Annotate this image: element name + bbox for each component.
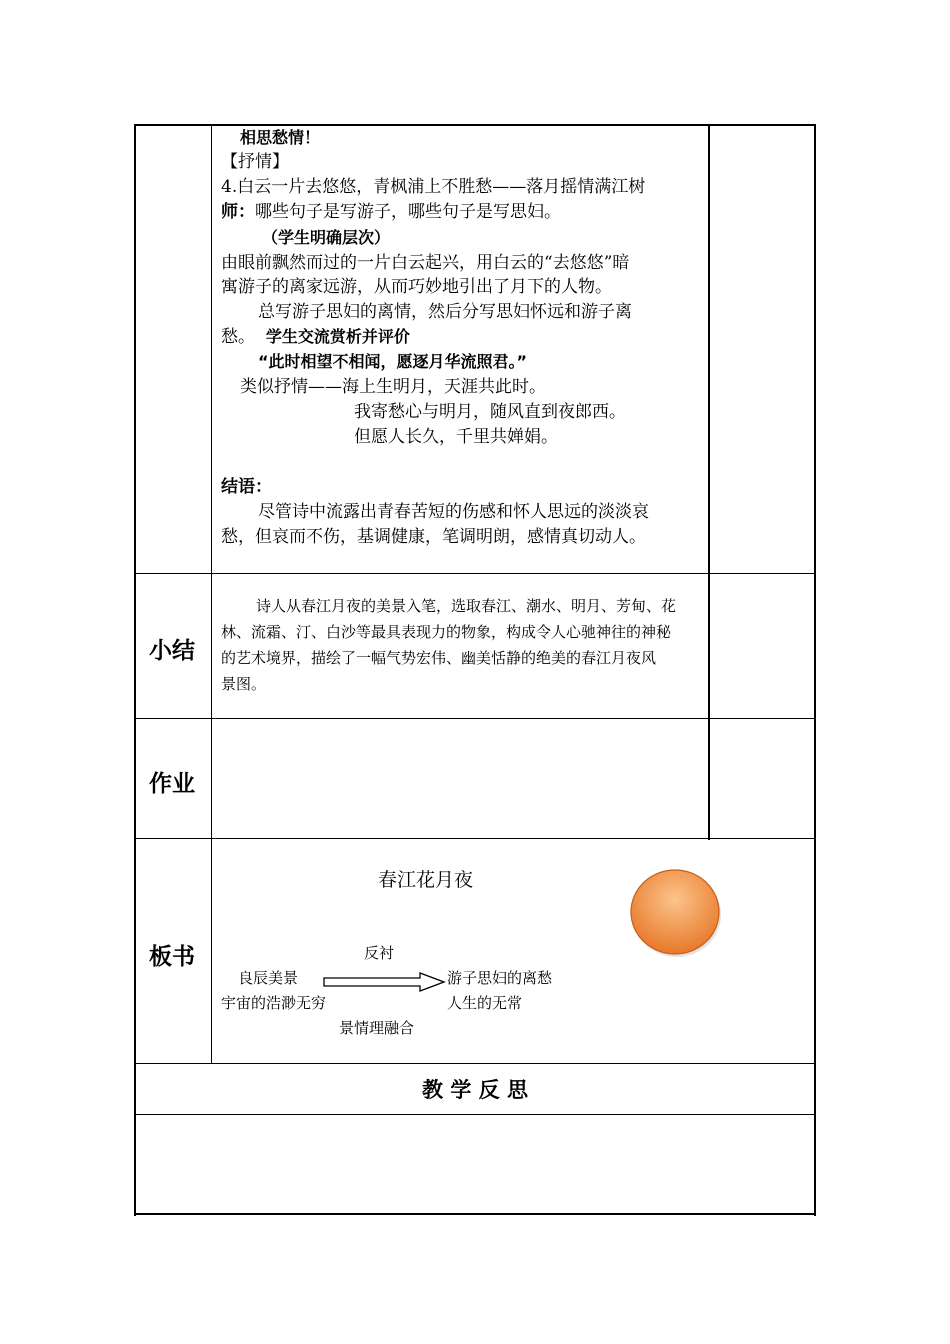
moon-icon [629, 869, 725, 959]
homework-label: 作业 [149, 771, 195, 797]
para2-line2 [221, 325, 410, 349]
teacher-question-text: 哪些句子是写游子，哪些句子是写思妇。 [255, 202, 561, 222]
conclusion-label: 结语： [221, 477, 272, 497]
heading-shuqing: 【抒情】 [221, 152, 289, 172]
quote-line: “此时相望不相闻，愿逐月华流照君。” [258, 352, 528, 371]
summary-line1: 诗人从春江月夜的美景入笔，选取春江、潮水、明月、芳甸、花 [256, 597, 677, 615]
conclusion-line1: 尽管诗中流露出青春苦短的伤感和怀人思远的淡淡哀 [258, 502, 649, 522]
summary-line4: 景图。 [221, 675, 267, 693]
poem-line-4: 4.白云一片去悠悠，青枫浦上不胜愁——落月摇情满江树 [221, 177, 646, 197]
right-arrow-icon [322, 972, 446, 992]
board-right-2: 人生的无常 [447, 994, 523, 1012]
board-label: 板书 [149, 944, 195, 970]
reflection-title: 教 学 反 思 [422, 1078, 528, 1102]
teacher-question [221, 200, 561, 224]
students-discuss: 学生交流赏析并评价 [265, 327, 410, 346]
board-bottom: 景情理融合 [339, 1019, 415, 1037]
para2-line1: 总写游子思妇的离情，然后分写思妇怀远和游子离 [258, 302, 632, 322]
para1-line2: 寓游子的离家远游，从而巧妙地引出了月下的人物。 [221, 277, 612, 297]
similar-line-2: 我寄愁心与明月，随风直到夜郎西。 [354, 402, 626, 422]
summary-line3: 的艺术境界，描绘了一幅气势宏伟、幽美恬静的绝美的春江月夜风 [221, 649, 657, 667]
similar-line-1: 类似抒情——海上生明月，天涯共此时。 [240, 377, 546, 397]
para2-line2-a: 愁。 [221, 327, 255, 347]
para1-line1: 由眼前飘然而过的一片白云起兴，用白云的“去悠悠”暗 [221, 253, 630, 273]
teacher-prefix: 师： [221, 202, 255, 222]
board-title: 春江花月夜 [378, 869, 474, 891]
heading-xiangsi: 相思愁情！ [240, 128, 321, 147]
board-left-2: 宇宙的浩渺无穷 [221, 994, 327, 1012]
summary-line2: 林、流霜、汀、白沙等最具表现力的物象，构成令人心驰神往的神秘 [221, 623, 672, 641]
conclusion-line2: 愁，但哀而不伤，基调健康，笔调明朗，感情真切动人。 [221, 527, 646, 547]
board-contrast: 反衬 [364, 944, 395, 962]
similar-line-3: 但愿人长久，千里共婵娟。 [354, 427, 558, 447]
summary-label: 小结 [149, 638, 195, 664]
board-right-1: 游子思妇的离愁 [447, 969, 553, 987]
board-left-1: 良辰美景 [238, 969, 299, 987]
students-clarify: （学生明确层次） [262, 228, 391, 247]
